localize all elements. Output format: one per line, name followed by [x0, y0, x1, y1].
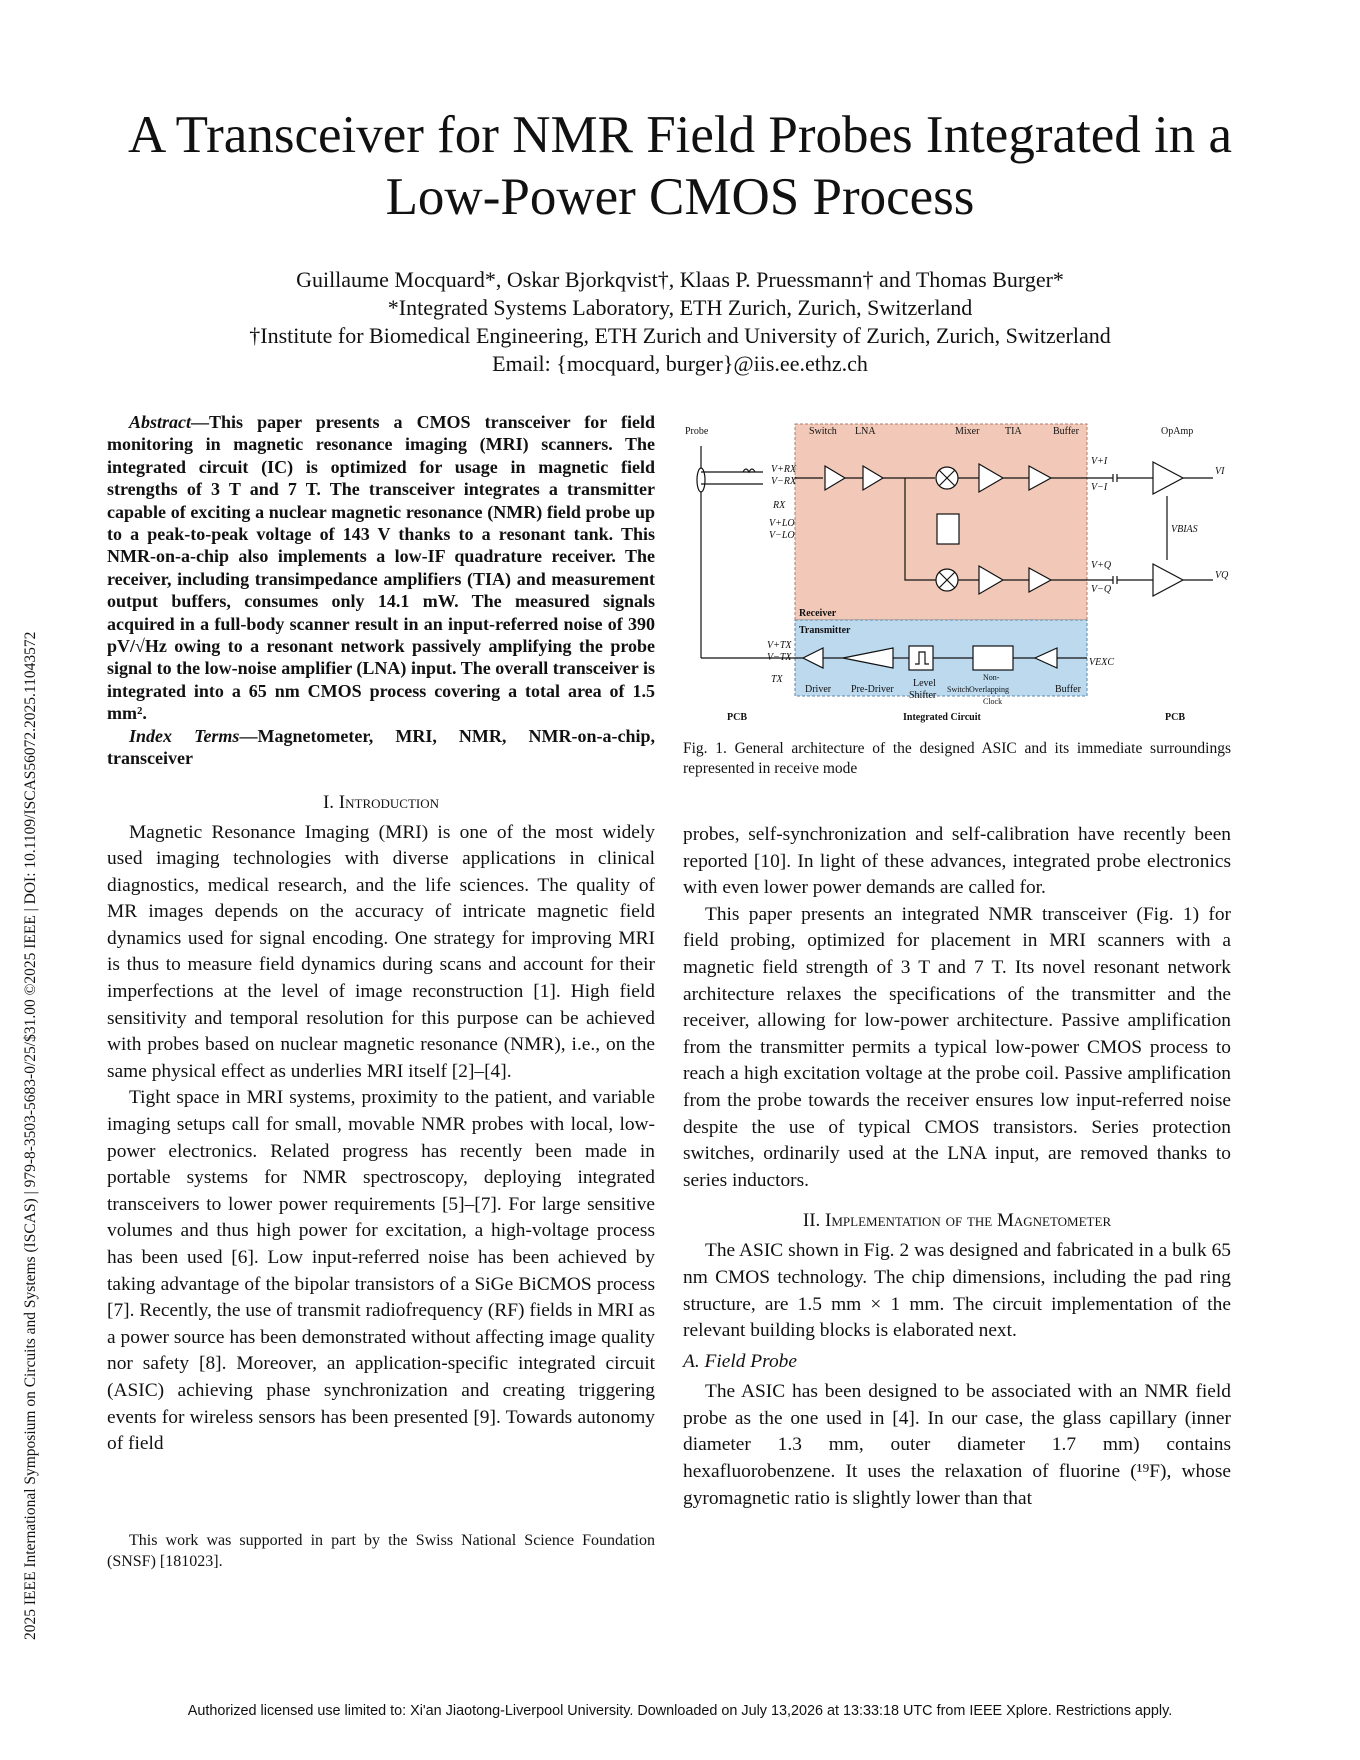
email: Email: {mocquard, burger}@iis.ee.ethz.ch: [492, 351, 868, 376]
index-terms-text: —Magnetometer, MRI, NMR, NMR-on-a-chip, transceiver: [107, 725, 655, 769]
label-vlo-minus: V−LO: [769, 530, 795, 541]
paper-title: [60, 104, 1300, 228]
index-terms-label: Index Terms: [129, 725, 240, 746]
index-terms: [107, 725, 655, 770]
label-receiver: Receiver: [799, 608, 837, 619]
cap-q-icon: [1113, 576, 1153, 584]
cap-i-icon: [1113, 474, 1153, 482]
opamp-i-triangle: [1153, 462, 1183, 494]
label-switch-tx: Switch: [947, 685, 970, 694]
abstract-text: —This paper presents a CMOS transceiver for field monitoring in magnetic resonance imaging (MRI) scanners. The integrated circuit (IC) is optimized for usage in magnetic field strengths of 3 T and 7 T. The transceiver integrates a transmitter capable of exciting a nuclear magnetic resonance (NMR) field probe up to a peak-to-peak voltage of 143 V thanks to a resonant tank. This NMR-on-a-chip also implements a low-IF quadrature receiver. The receiver, including transimpedance amplifiers (TIA) and measurement output buffers, consumes only 14.1 mW. The measured signals acquired in a full-body scanner result in an input-referred noise of 390 pV/√Hz owing to a resonant network passively amplifying the probe signal to the low-noise amplifier (LNA) input. The overall transceiver is integrated into a 65 nm CMOS process covering a total area of 1.5 mm².: [107, 412, 655, 724]
label-vlo-plus: V+LO: [769, 518, 795, 529]
label-vrx-plus: V+RX: [771, 464, 797, 475]
license-footer: Authorized licensed use limited to: Xi'an Jiaotong-Liverpool University. Downloaded on July 13,2026 at 13:33:18 UTC from IEEE Xplore. Restrictions apply.: [187, 1703, 1173, 1719]
title-line-1: A Transceiver for NMR Field Probes Integrated in a: [128, 106, 1232, 164]
fig-caption-text: Fig. 1. General architecture of the designed ASIC and its immediate surroundings represented in receive mode: [683, 740, 1231, 777]
subsection-a-title: A. Field Probe: [683, 1350, 797, 1372]
label-pcb-right: PCB: [1165, 712, 1185, 723]
section-1-title: I. Introduction: [322, 791, 440, 813]
figure-1-caption: [683, 739, 1231, 779]
footnote-text: This work was supported in part by the Swiss National Science Foundation (SNSF) [181023].: [107, 1532, 655, 1570]
label-non: Non-: [983, 673, 1000, 682]
label-buffer: Buffer: [1053, 426, 1079, 437]
label-vq-plus: V+Q: [1091, 560, 1112, 571]
intro-paragraph-1: Magnetic Resonance Imaging (MRI) is one of the most widely used imaging technologies with diverse applications in clinical diagnostics, medical research, and the life sciences. The quality of MR images depends on the accuracy of intricate magnetic field dynamics used for signal encoding. One strategy for improving MRI is thus to measure field dynamics during scans and account for their imperfections at the level of image reconstruction [1]. High field sensitivity and temporal resolution for this purpose can be achieved with probes based on nuclear magnetic resonance (NMR), i.e., on the same physical effect as underlies MRI itself [2]–[4].: [107, 821, 655, 1082]
label-ic: Integrated Circuit: [903, 712, 981, 723]
label-vi-out: VI: [1215, 466, 1225, 477]
right-paragraph-2: This paper presents an integrated NMR transceiver (Fig. 1) for field probing, optimized for placement in MRI scanners with a magnetic field strength of 3 T and 7 T. Its novel resonant network architecture relaxes the specifications of the transmitter and the receiver, allowing for low-power architecture. Passive amplification from the transmitter permits a typical low-power CMOS process to reach a high excitation voltage at the probe coil. Passive amplification from the probe towards the receiver ensures low input-referred noise despite the use of typical CMOS transistors. Series protection switches, ordinarily used at the LNA input, are removed thanks to series inductors.: [683, 903, 1231, 1191]
label-mixer: Mixer: [955, 426, 980, 437]
label-predriver: Pre-Driver: [851, 684, 894, 695]
level-shifter-box: [909, 646, 933, 670]
label-vq-minus: V−Q: [1091, 584, 1112, 595]
right-paragraph-3: The ASIC shown in Fig. 2 was designed and fabricated in a bulk 65 nm CMOS technology. The chip dimensions, including the pad ring structure, are 1.5 mm × 1 mm. The circuit implementation of the relevant building blocks is elaborated next.: [683, 1240, 1231, 1342]
label-shifter: Shifter: [909, 690, 937, 701]
left-column: [107, 411, 655, 1458]
label-tia: TIA: [1005, 426, 1022, 437]
label-lna: LNA: [855, 426, 876, 437]
intro-paragraph-2: Tight space in MRI systems, proximity to the patient, and variable imaging setups call for small, movable NMR probes with local, low-power electronics. Related progress has recently been made in portable systems for NMR spectroscopy, deploying integrated transceivers to lower power requirements [5]–[7]. For large sensitive volumes and thus high power for excitation, a high-voltage process has been used [6]. Low input-referred noise has been achieved by taking advantage of the bipolar transistors of a SiGe BiCMOS process [7]. Recently, the use of transmit radiofrequency (RF) fields in MRI as a power source has been demonstrated without affecting image quality nor safety [8]. Moreover, an application-specific integrated circuit (ASIC) achieving phase synchronization and creating triggering events for wireless sensors has been presented [9]. Towards autonomy of field: [107, 1087, 655, 1455]
label-transmitter: Transmitter: [799, 625, 851, 636]
phase-splitter-box: [937, 514, 959, 544]
label-vi-plus: V+I: [1091, 456, 1108, 467]
abstract: [107, 411, 655, 725]
right-paragraph-4: The ASIC has been designed to be associated with an NMR field probe as the one used in [4]. In our case, the glass capillary (inner diameter 1.3 mm, outer diameter 1.7 mm) contains hexafluorobenzene. It uses the relaxation of fluorine (¹⁹F), whose gyromagnetic ratio is slightly lower than that: [683, 1381, 1231, 1509]
label-tx: TX: [771, 674, 783, 685]
label-level: Level: [913, 678, 936, 689]
doi-text: 2025 IEEE International Symposium on Circuits and Systems (ISCAS) | 979-8-3503-5683-0/25/$31.00 ©2025 IEEE | DOI: 10.1109/ISCAS56072.2025.11043572: [22, 631, 39, 1640]
figure-1-block-diagram: [683, 420, 1243, 728]
label-rx: RX: [773, 500, 786, 511]
abstract-label: Abstract: [129, 412, 192, 432]
title-line-2: Low-Power CMOS Process: [385, 168, 975, 226]
rx-wires: [701, 472, 763, 484]
label-vq-out: VQ: [1215, 570, 1229, 581]
footnote: [107, 1530, 655, 1572]
clock-box: [973, 646, 1013, 670]
label-pcb-left: PCB: [727, 712, 747, 723]
label-driver: Driver: [805, 684, 832, 695]
affiliation-1: *Integrated Systems Laboratory, ETH Zurich, Zurich, Switzerland: [387, 295, 973, 320]
affiliation-2: †Institute for Biomedical Engineering, ETH Zurich and University of Zurich, Zurich, Switzerland: [249, 323, 1111, 348]
label-probe: Probe: [685, 426, 709, 437]
label-clock: Clock: [983, 697, 1003, 706]
label-switch: Switch: [809, 426, 837, 437]
label-buffer-tx: Buffer: [1055, 684, 1081, 695]
author-list: Guillaume Mocquard*, Oskar Bjorkqvist†, Klaas P. Pruessmann† and Thomas Burger*: [296, 267, 1064, 292]
author-block: [100, 266, 1260, 378]
label-opamp: OpAmp: [1161, 426, 1194, 437]
label-vrx-minus: V−RX: [771, 476, 797, 487]
label-vtx-minus: V−TX: [767, 652, 792, 663]
opamp-q-triangle: [1153, 564, 1183, 596]
label-vexc: VEXC: [1089, 657, 1114, 668]
label-vtx-plus: V+TX: [767, 640, 792, 651]
right-paragraph-1: probes, self-synchronization and self-calibration have recently been reported [10]. In light of these advances, integrated probe electronics with even lower power demands are called for.: [683, 824, 1231, 899]
label-vi-minus: V−I: [1091, 482, 1108, 493]
label-vbias: VBIAS: [1171, 524, 1198, 535]
doi-sidebar: [20, 300, 42, 1640]
right-column: [683, 822, 1231, 1512]
section-2-title: II. Implementation of the Magnetometer: [802, 1210, 1112, 1232]
label-overlapping: Overlapping: [969, 685, 1009, 694]
